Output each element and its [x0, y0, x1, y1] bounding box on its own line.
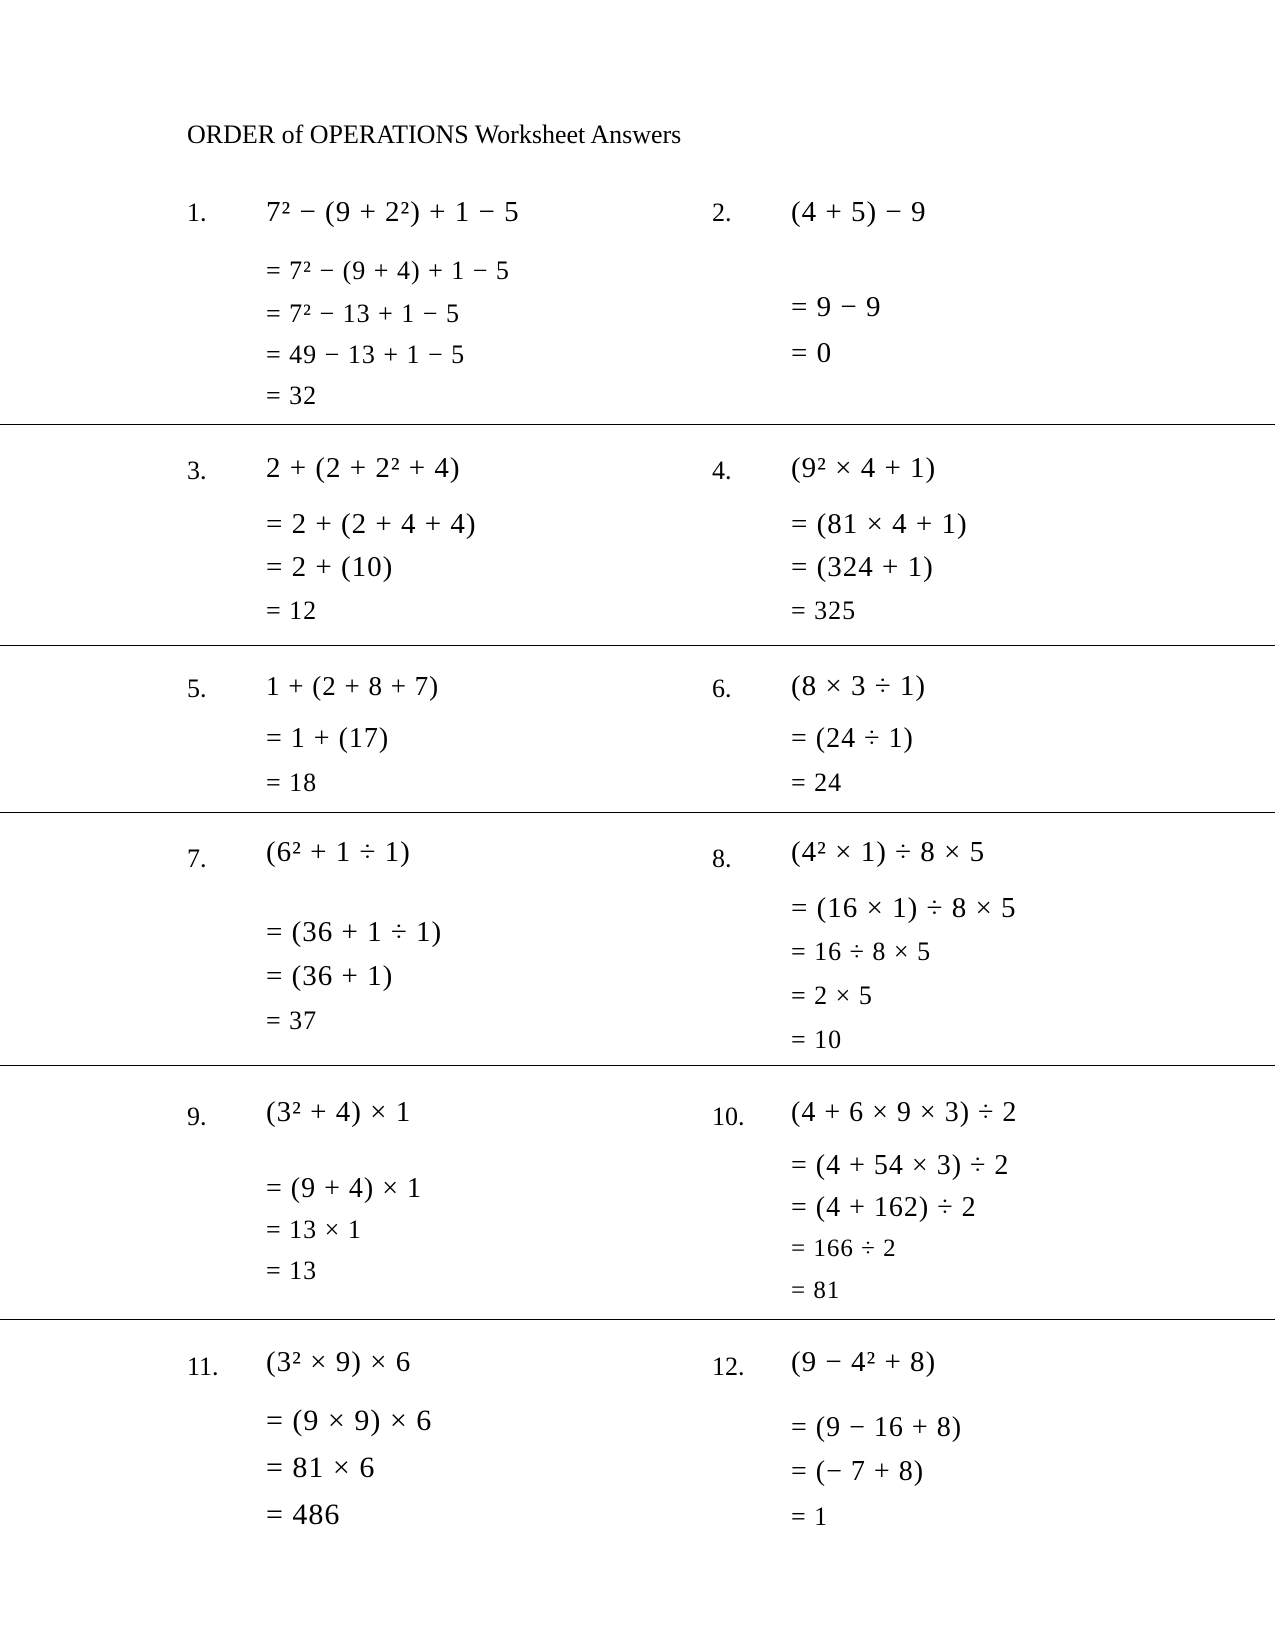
solution-step: = (24 ÷ 1) [791, 723, 914, 754]
problem-number: 8. [712, 844, 732, 873]
section-divider [0, 645, 1275, 646]
problem-expression: (3² × 9) × 6 [266, 1346, 412, 1378]
problem-expression: 2 + (2 + 2² + 4) [266, 452, 461, 484]
problem-expression: (8 × 3 ÷ 1) [791, 670, 927, 702]
solution-step: = (324 + 1) [791, 551, 934, 583]
solution-step: = 18 [266, 768, 318, 797]
problem-expression: (3² + 4) × 1 [266, 1096, 412, 1128]
solution-step: = 1 + (17) [266, 723, 390, 754]
worksheet-title: ORDER of OPERATIONS Worksheet Answers [187, 120, 682, 149]
problem-number: 7. [187, 844, 207, 873]
solution-step: = 2 + (2 + 4 + 4) [266, 508, 477, 540]
problem-expression: (9 − 4² + 8) [791, 1346, 937, 1378]
solution-step: = (− 7 + 8) [791, 1456, 925, 1487]
problem-number: 12. [712, 1352, 745, 1381]
solution-step: = 13 × 1 [266, 1215, 362, 1244]
solution-step: = 486 [266, 1498, 341, 1531]
problem-expression: (4 + 6 × 9 × 3) ÷ 2 [791, 1097, 1018, 1128]
solution-step: = (4 + 54 × 3) ÷ 2 [791, 1150, 1010, 1181]
solution-step: = 32 [266, 381, 318, 410]
solution-step: = (16 × 1) ÷ 8 × 5 [791, 892, 1017, 924]
solution-step: = (9 + 4) × 1 [266, 1173, 423, 1204]
solution-step: = (36 + 1 ÷ 1) [266, 916, 443, 948]
problem-number: 1. [187, 198, 207, 227]
solution-step: = 81 × 6 [266, 1451, 376, 1484]
solution-step: = (36 + 1) [266, 960, 394, 992]
problem-number: 4. [712, 456, 732, 485]
problem-number: 11. [187, 1352, 219, 1381]
solution-step: = 9 − 9 [791, 291, 882, 323]
problem-number: 3. [187, 456, 207, 485]
solution-step: = 10 [791, 1025, 843, 1054]
solution-step: = 2 + (10) [266, 551, 394, 583]
solution-step: = 13 [266, 1256, 318, 1285]
problem-expression: (6² + 1 ÷ 1) [266, 836, 411, 868]
problem-number: 10. [712, 1102, 745, 1131]
problem-number: 9. [187, 1102, 207, 1131]
section-divider [0, 812, 1275, 813]
problem-expression: 7² − (9 + 2²) + 1 − 5 [266, 196, 520, 228]
problem-expression: (4 + 5) − 9 [791, 196, 927, 228]
section-divider [0, 1319, 1275, 1320]
solution-step: = 0 [791, 337, 833, 369]
solution-step: = 37 [266, 1006, 318, 1035]
problem-expression: (4² × 1) ÷ 8 × 5 [791, 836, 986, 868]
solution-step: = 24 [791, 768, 843, 797]
solution-step: = (4 + 162) ÷ 2 [791, 1192, 977, 1223]
section-divider [0, 424, 1275, 425]
problem-number: 5. [187, 674, 207, 703]
solution-step: = 81 [791, 1277, 841, 1304]
solution-step: = 166 ÷ 2 [791, 1235, 897, 1262]
solution-step: = 7² − 13 + 1 − 5 [266, 299, 460, 328]
solution-step: = (81 × 4 + 1) [791, 508, 968, 540]
solution-step: = 12 [266, 596, 318, 625]
solution-step: = 7² − (9 + 4) + 1 − 5 [266, 256, 510, 285]
solution-step: = (9 − 16 + 8) [791, 1412, 963, 1443]
solution-step: = 2 × 5 [791, 981, 873, 1010]
solution-step: = (9 × 9) × 6 [266, 1404, 433, 1437]
solution-step: = 16 ÷ 8 × 5 [791, 937, 932, 966]
solution-step: = 1 [791, 1502, 829, 1531]
problem-number: 2. [712, 198, 732, 227]
solution-step: = 49 − 13 + 1 − 5 [266, 340, 466, 369]
problem-expression: 1 + (2 + 8 + 7) [266, 671, 440, 701]
problem-number: 6. [712, 674, 732, 703]
section-divider [0, 1065, 1275, 1066]
problem-expression: (9² × 4 + 1) [791, 452, 937, 484]
solution-step: = 325 [791, 596, 857, 625]
